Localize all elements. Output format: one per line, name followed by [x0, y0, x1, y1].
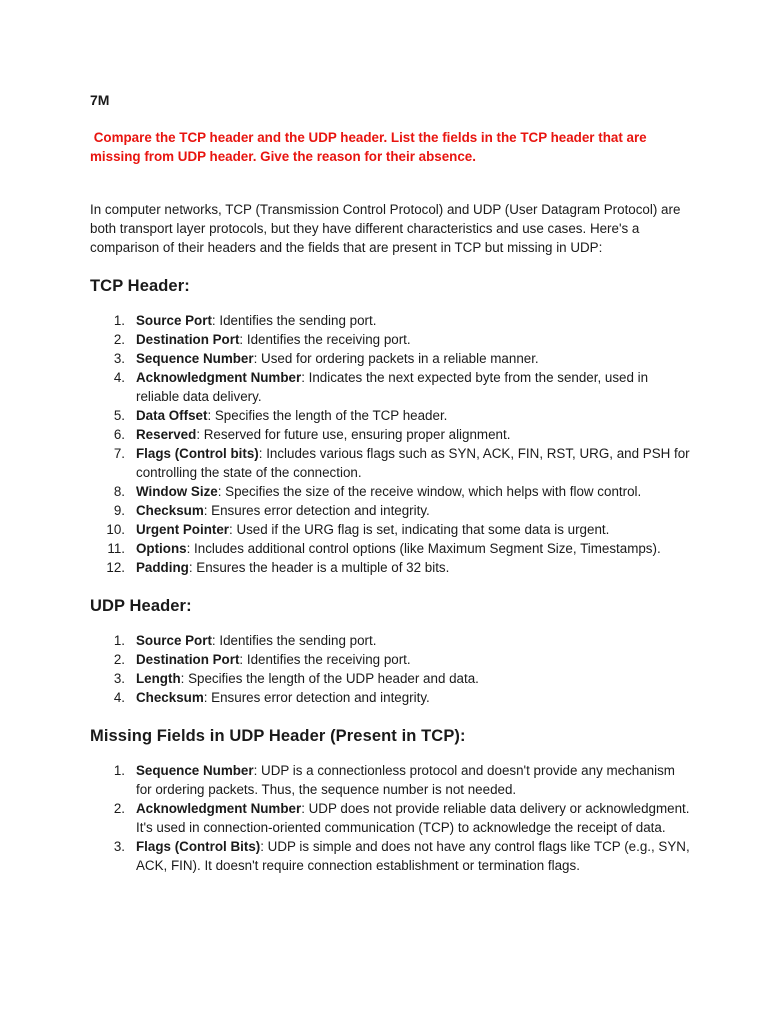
field-name: Sequence Number [136, 763, 254, 778]
list-item-number: 4. [113, 690, 125, 705]
list-item [90, 368, 690, 406]
field-name: Destination Port [136, 332, 240, 347]
field-name: Checksum [136, 690, 204, 705]
field-description: : UDP is simple and does not have any control flags like TCP (e.g., SYN, ACK, FIN). It doesn't require connection establishment or termination flags. [136, 839, 690, 873]
intro-paragraph: In computer networks, TCP (Transmission Control Protocol) and UDP (User Datagram Protocol) are both transport layer protocols, but they have different characteristics and use cases. Here's a comparison of their headers and the fields that are present in TCP but missing in UDP: [90, 202, 681, 255]
udp-header-section [90, 595, 690, 707]
missing-fields-section [90, 725, 690, 875]
list-item [90, 501, 690, 520]
field-description: : Indicates the next expected byte from the sender, used in reliable data delivery. [136, 370, 649, 404]
list-item-number: 10. [106, 522, 125, 537]
udp-fields-list [90, 631, 690, 707]
list-item-number: 1. [113, 313, 125, 328]
field-name: Acknowledgment Number [136, 370, 302, 385]
list-item-number: 5. [113, 408, 125, 423]
list-item-number: 9. [113, 503, 125, 518]
field-name: Flags (Control Bits) [136, 839, 261, 854]
list-item-number: 12. [106, 560, 125, 575]
tcp-header-heading: TCP Header: [90, 277, 190, 295]
udp-header-heading: UDP Header: [90, 597, 192, 615]
field-description: : Specifies the size of the receive window, which helps with flow control. [217, 484, 642, 499]
list-item [90, 330, 690, 349]
missing-fields-list [90, 761, 690, 875]
field-description: : UDP does not provide reliable data delivery or acknowledgment. It's used in connection-oriented communication (TCP) to acknowledge the receipt of data. [136, 801, 690, 835]
field-description: : Reserved for future use, ensuring proper alignment. [196, 427, 511, 442]
field-description: : Ensures error detection and integrity. [203, 690, 430, 705]
list-item [90, 520, 690, 539]
list-item-number: 7. [113, 446, 125, 461]
list-item [90, 799, 690, 837]
list-item-number: 1. [113, 633, 125, 648]
list-item-number: 11. [107, 541, 125, 556]
list-item [90, 425, 690, 444]
list-item-number: 3. [113, 839, 125, 854]
field-description: : Identifies the receiving port. [239, 652, 411, 667]
field-description: : Ensures error detection and integrity. [203, 503, 430, 518]
field-description: : UDP is a connectionless protocol and doesn't provide any mechanism for ordering packets. Thus, the sequence number is not needed. [136, 763, 675, 797]
field-name: Checksum [136, 503, 204, 518]
field-description: : Used if the URG flag is set, indicating that some data is urgent. [229, 522, 610, 537]
field-name: Data Offset [136, 408, 208, 423]
list-item-number: 1. [113, 763, 125, 778]
list-item-number: 3. [113, 671, 125, 686]
field-name: Urgent Pointer [136, 522, 229, 537]
list-item [90, 688, 690, 707]
list-item-number: 2. [113, 652, 125, 667]
field-name: Options [136, 541, 187, 556]
field-name: Reserved [136, 427, 197, 442]
list-item-number: 6. [113, 427, 125, 442]
tcp-fields-list [90, 311, 690, 577]
field-name: Window Size [136, 484, 218, 499]
list-item [90, 349, 690, 368]
list-item-number: 2. [113, 332, 125, 347]
field-name: Acknowledgment Number [136, 801, 302, 816]
list-item [90, 631, 690, 650]
list-item [90, 650, 690, 669]
field-description: : Identifies the sending port. [211, 313, 377, 328]
field-description: : Identifies the sending port. [211, 633, 377, 648]
field-name: Flags (Control bits) [136, 446, 259, 461]
list-item [90, 761, 690, 799]
field-name: Padding [136, 560, 189, 575]
list-item [90, 669, 690, 688]
list-item [90, 311, 690, 330]
field-description: : Includes various flags such as SYN, ACK, FIN, RST, URG, and PSH for controlling the state of the connection. [136, 446, 690, 480]
list-item-number: 8. [113, 484, 125, 499]
list-item-number: 4. [113, 370, 125, 385]
field-name: Source Port [136, 633, 212, 648]
list-item [90, 837, 690, 875]
field-description: : Ensures the header is a multiple of 32 bits. [188, 560, 450, 575]
field-description: : Used for ordering packets in a reliable manner. [253, 351, 539, 366]
field-name: Destination Port [136, 652, 240, 667]
list-item-number: 2. [113, 801, 125, 816]
field-name: Source Port [136, 313, 212, 328]
field-description: : Specifies the length of the TCP header. [207, 408, 448, 423]
list-item [90, 558, 690, 577]
list-item [90, 406, 690, 425]
tcp-header-section [90, 275, 690, 577]
field-name: Sequence Number [136, 351, 254, 366]
document-page [90, 90, 690, 875]
question-text: Compare the TCP header and the UDP header. List the fields in the TCP header that are missing from UDP header. Give the reason for their absence. [90, 130, 651, 164]
list-item-number: 3. [113, 351, 125, 366]
list-item [90, 539, 690, 558]
field-description: : Includes additional control options (like Maximum Segment Size, Timestamps). [186, 541, 661, 556]
field-description: : Specifies the length of the UDP header and data. [180, 671, 479, 686]
marks-label: 7M [90, 92, 110, 108]
list-item [90, 444, 690, 482]
list-item [90, 482, 690, 501]
field-name: Length [136, 671, 181, 686]
missing-fields-heading: Missing Fields in UDP Header (Present in TCP): [90, 727, 466, 745]
field-description: : Identifies the receiving port. [239, 332, 411, 347]
